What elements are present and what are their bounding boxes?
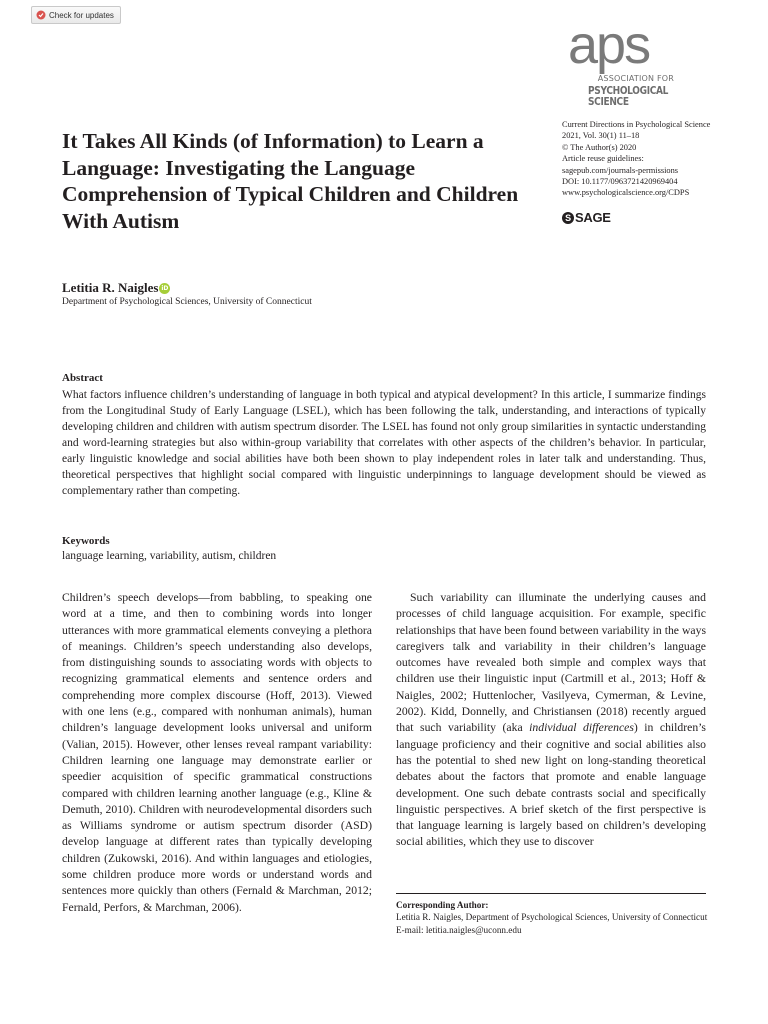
sage-label: SAGE (575, 210, 611, 225)
doi[interactable]: DOI: 10.1177/0963721420969404 (562, 177, 678, 187)
aps-wordmark: aps (568, 15, 650, 75)
article-title: It Takes All Kinds (of Information) to Learn a Language: Investigating the Language Comprehension of Typical Children and Children With Autism (62, 129, 519, 233)
check-for-updates-button[interactable] (31, 6, 121, 24)
corresponding-author-text: Letitia R. Naigles, Department of Psychological Sciences, University of Connecticut (396, 912, 708, 923)
abstract-text: What factors influence children’s understanding of language in both typical and atypical development? In this article, I summarize findings from the Longitudinal Study of Early Language (LSEL), which has been following the talk, understanding, and interactions of typically developing children and children with autism spectrum disorder. The LSEL has found not only group similarities in syntactic understanding and word-learning strategies but also within-group variability that correlates with other aspects of the children’s behavior. In particular, early linguistic knowledge and social abilities have both been shown to play independent roles in later talk and understanding. Thus, theoretical perspectives that highlight social compared with linguistic underpinnings to language development should be viewed as complementary rather than competing. (62, 389, 706, 497)
reuse-link[interactable]: sagepub.com/journals-permissions (562, 165, 679, 175)
right-column-text-a: Such variability can illuminate the underlying causes and processes of child language acquisition. For example, specific relationships that have been found between variability in the ways caregivers talk and variability in their children’s language outcomes have revealed both simple and complex ways that children use their linguistic input (Cartmill et al., 2013; Hoff & Naigles, 2002; Huttenlocher, Vasilyeva, Cymerman, & Levine, 2002). Kidd, Donnelly, and Christiansen (2018) recently argued that such variability (aka (396, 591, 706, 735)
copyright: © The Author(s) 2020 (562, 142, 637, 152)
keywords-heading: Keywords (62, 535, 110, 547)
journal-info (562, 119, 712, 199)
journal-name: Current Directions in Psychological Science (562, 120, 711, 129)
footnote-divider (396, 893, 706, 894)
author-name: Letitia R. Naigles (62, 280, 159, 295)
right-column-italic: individual differences (529, 721, 634, 735)
right-column-text-b: ) in children’s language proficiency and their cognitive and social abilities also has the potential to shed new light on long-standing theoretical debates about the factors that promote and enable language development. One such debate contrasts social and specifically linguistic perspectives. A brief sketch of the first perspective is that language learning is largely based on children’s developing social abilities, which they use to discover (396, 721, 706, 849)
orcid-icon[interactable]: iD (161, 284, 169, 292)
check-for-updates-label: Check for updates (49, 10, 114, 20)
reuse-label: Article reuse guidelines: (562, 154, 644, 164)
keywords-text: language learning, variability, autism, children (62, 550, 277, 562)
corresponding-author-label: Corresponding Author: (396, 900, 489, 910)
aps-logo (558, 15, 708, 108)
sage-s-icon: S (562, 212, 574, 224)
author-affiliation: Department of Psychological Sciences, University of Connecticut (62, 297, 312, 307)
crossmark-icon (36, 10, 46, 20)
corresponding-author (396, 899, 708, 936)
corresponding-author-email[interactable]: E-mail: letitia.naigles@uconn.edu (396, 924, 522, 935)
logo-association-line: ASSOCIATION FOR (597, 74, 674, 83)
abstract-heading: Abstract (62, 372, 103, 384)
body-right-column (396, 590, 706, 851)
logo-psych-science-line: PSYCHOLOGICAL SCIENCE (588, 84, 669, 108)
journal-website[interactable]: www.psychologicalscience.org/CDPS (562, 188, 690, 198)
body-left-column: Children’s speech develops—from babbling, to speaking one word at a time, and then to combining words into longer utterances with more grammatical elements conveying a plethora of meanings. Children’s speech understanding also develops, from distinguishing sounds to associating words with objects to recognizing grammatical elements and sentence orders and comprehending more complex discourse (Hoff, 2013). Viewed with one lens (e.g., compared with nonhuman animals), human children’s language development looks universal and uniform (Valian, 2015). However, other lenses reveal rampant variability: Children learning one language may demonstrate earlier or speedier acquisition of specific grammatical constructions compared with children learning another language (e.g., Kline & Demuth, 2010). Children with neurodevelopmental disorders such as Williams syndrome or autism spectrum disorder (ASD) develop language at different rates than typically developing children (Zukowski, 2016). And within languages and etiologies, some children produce more words or understand words and sentences more quickly than others (Fernald & Marchman, 2012; Fernald, Perfors, & Marchman, 2006). (62, 591, 372, 914)
journal-volume: 2021, Vol. 30(1) 11–18 (562, 131, 640, 141)
author-line (62, 280, 170, 296)
sage-logo (562, 210, 611, 225)
